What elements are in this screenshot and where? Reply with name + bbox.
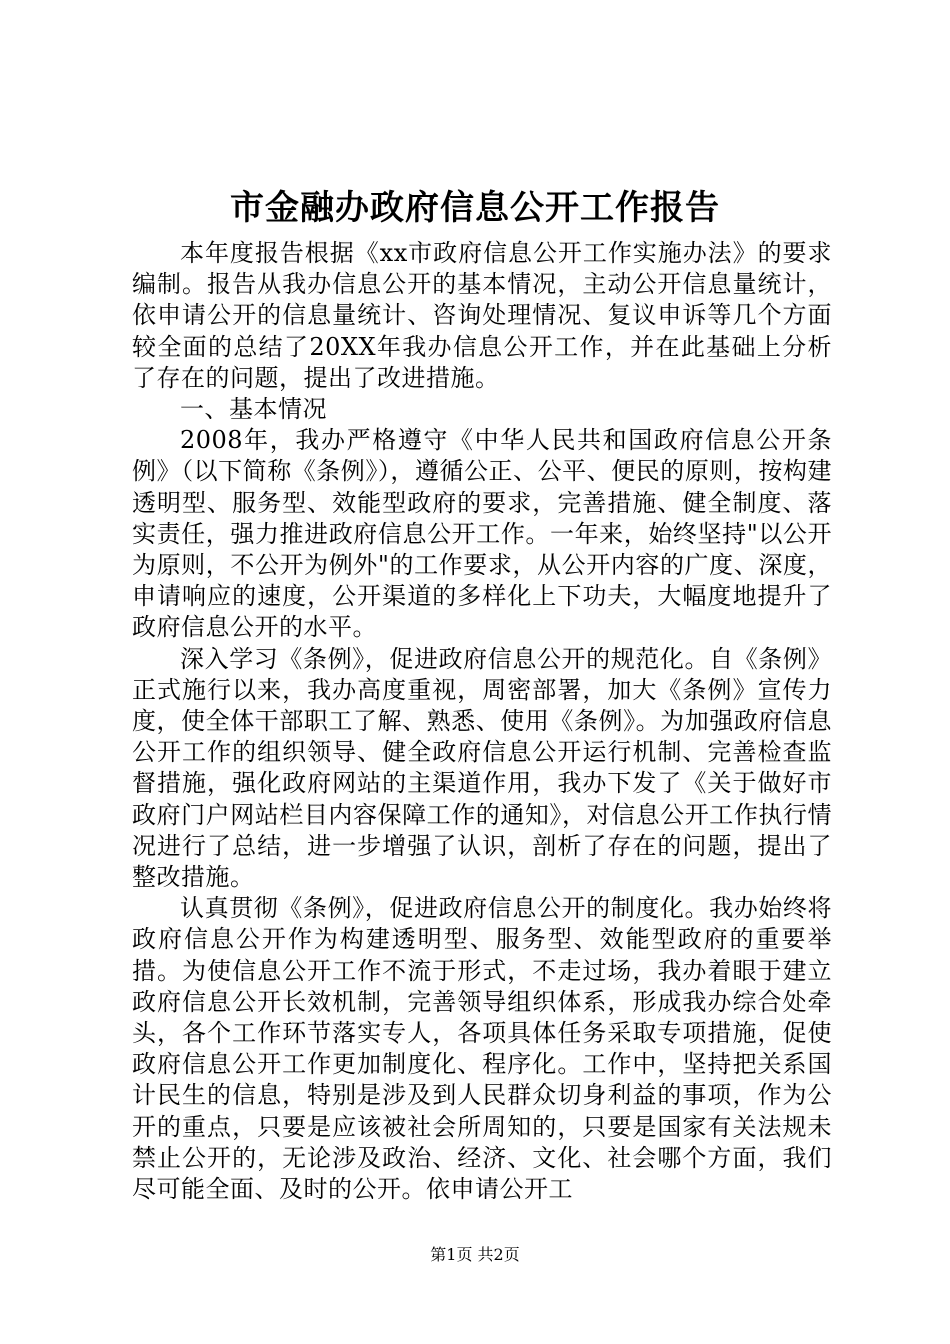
paragraph-intro: 本年度报告根据《xx市政府信息公开工作实施办法》的要求编制。报告从我办信息公开的基本情况，主动公开信息量统计，依申请公开的信息量统计、咨询处理情况、复议申诉等几个方面较全面的总结了20XX年我办信息公开工作，并在此基础上分析了存在的问题，提出了改进措施。 (132, 239, 832, 392)
paragraph-2008-overview: 2008年，我办严格遵守《中华人民共和国政府信息公开条例》（以下简称《条例》），遵循公正、公平、便民的原则，按构建透明型、服务型、效能型政府的要求，完善措施、健全制度、落实责任，强力推进政府信息公开工作。一年来，始终坚持"以公开为原则，不公开为例外"的工作要求，从公开内容的广度、深度，申请响应的速度，公开渠道的多样化上下功夫，大幅度地提升了政府信息公开的水平。 (132, 426, 832, 642)
document-title: 市金融办政府信息公开工作报告 (230, 188, 720, 228)
page-number-footer: 第1页 共2页 (430, 1245, 520, 1264)
document-body (132, 238, 832, 1205)
paragraph-institutionalization: 认真贯彻《条例》，促进政府信息公开的制度化。我办始终将政府信息公开作为构建透明型、服务型、效能型政府的重要举措。为使信息公开工作不流于形式，不走过场，我办着眼于建立政府信息公开长效机制，完善领导组织体系，形成我办综合处牵头，各个工作环节落实专人，各项具体任务采取专项措施，促使政府信息公开工作更加制度化、程序化。工作中，坚持把关系国计民生的信息，特别是涉及到人民群众切身利益的事项，作为公开的重点，只要是应该被社会所周知的，只要是国家有关法规未禁止公开的，无论涉及政治、经济、文化、社会哪个方面，我们尽可能全面、及时的公开。依申请公开工 (132, 894, 832, 1204)
section-heading-basic-situation: 一、基本情况 (180, 395, 327, 424)
paragraph-standardization: 深入学习《条例》，促进政府信息公开的规范化。自《条例》正式施行以来，我办高度重视，周密部署，加大《条例》宣传力度，使全体干部职工了解、熟悉、使用《条例》。为加强政府信息公开工作的组织领导、健全政府信息公开运行机制、完善检查监督措施，强化政府网站的主渠道作用，我办下发了《关于做好市政府门户网站栏目内容保障工作的通知》，对信息公开工作执行情况进行了总结，进一步增强了认识，剖析了存在的问题，提出了整改措施。 (132, 644, 832, 892)
